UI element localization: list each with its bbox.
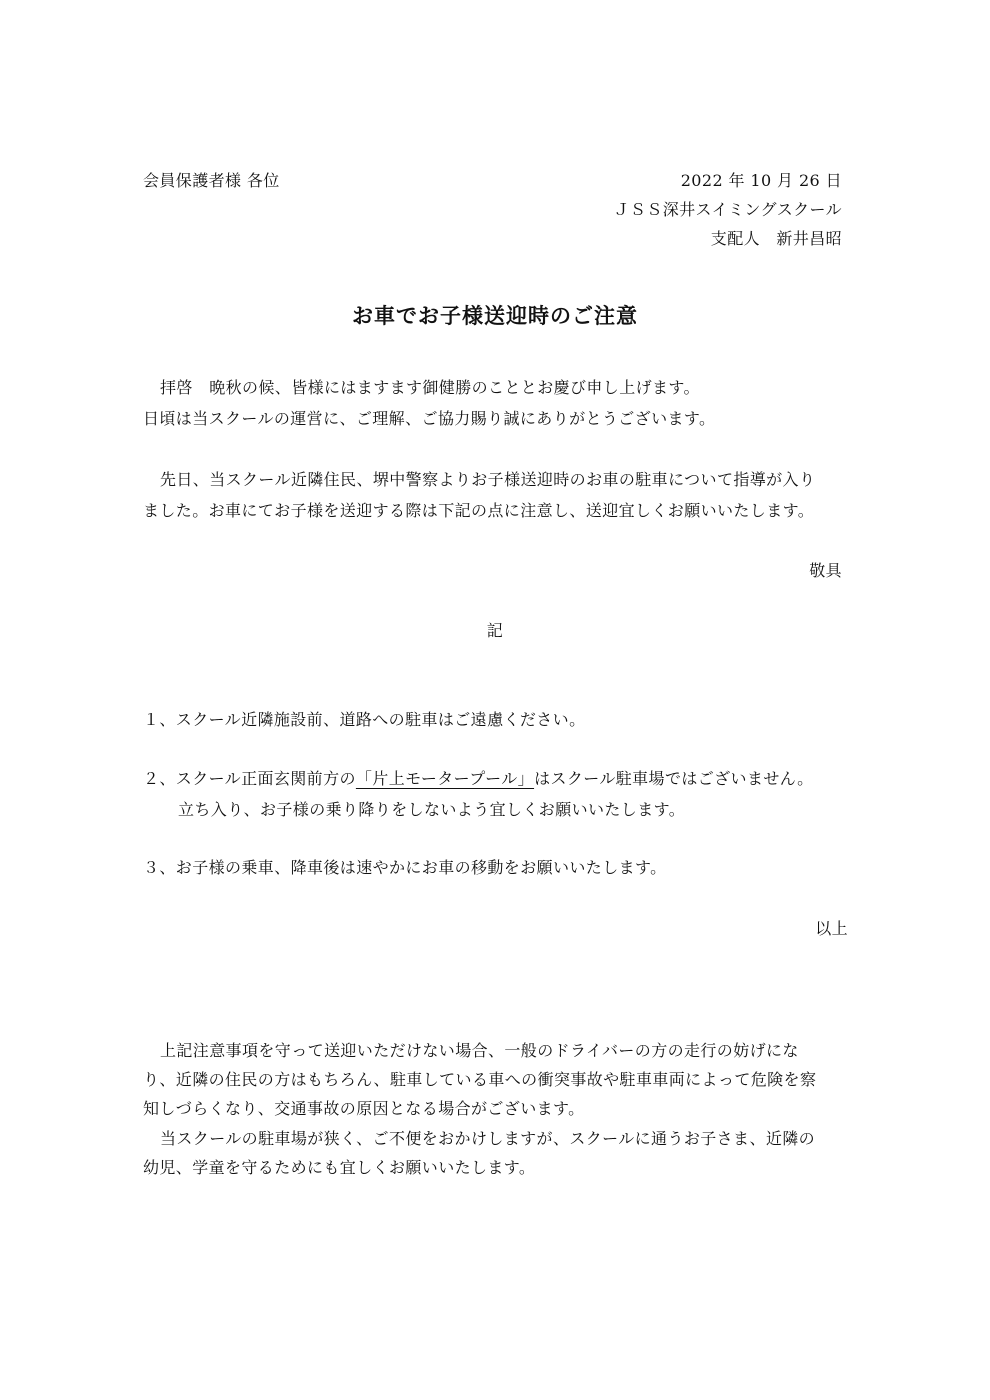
item-3: ３、お子様の乗車、降車後は速やかにお車の移動をお願いいたします。	[143, 858, 667, 877]
item-2-continuation: 立ち入り、お子様の乗り降りをしないよう宜しくお願いいたします。	[178, 800, 686, 819]
ki-heading: 記	[486, 621, 504, 640]
document-title: お車でお子様送迎時のご注意	[352, 303, 638, 328]
sender-person: 支配人 新井昌昭	[710, 229, 842, 248]
body-line-1: 先日、当スクール近隣住民、堺中警察よりお子様送迎時のお車の駐車について指導が入り	[160, 470, 816, 489]
notice-line-5: 幼児、学童を守るためにも宜しくお願いいたします。	[143, 1158, 536, 1177]
item-2-prefix: ２、スクール正面玄関前方の	[143, 769, 356, 788]
item-2-underlined-place: 「片上モータープール」	[355, 769, 535, 788]
item-2-suffix: はスクール駐車場ではございません。	[534, 769, 814, 788]
notice-line-1: 上記注意事項を守って送迎いただけない場合、一般のドライバーの方の走行の妨げにな	[160, 1041, 799, 1060]
greeting-line-1: 拝啓 晩秋の候、皆様にはますます御健勝のこととお慶び申し上げます。	[160, 378, 700, 397]
recipient-line: 会員保護者様 各位	[143, 171, 280, 190]
item-2	[143, 768, 814, 790]
closing-keigu: 敬具	[809, 561, 842, 580]
greeting-line-2: 日頃は当スクールの運営に、ご理解、ご協力賜り誠にありがとうございます。	[143, 409, 716, 428]
sender-organization: ＪＳＳ深井スイミングスクール	[613, 200, 842, 219]
body-line-2: ました。お車にてお子様を送迎する際は下記の点に注意し、送迎宜しくお願いいたします。	[143, 501, 815, 520]
notice-line-4: 当スクールの駐車場が狭く、ご不便をおかけしますが、スクールに通うお子さま、近隣の	[160, 1129, 816, 1148]
date-line: 2022 年 10 月 26 日	[680, 171, 842, 190]
notice-line-2: り、近隣の住民の方はもちろん、駐車している車への衝突事故や駐車車両によって危険を察	[143, 1070, 817, 1089]
end-mark-ijou: 以上	[815, 919, 848, 938]
notice-line-3: 知しづらくなり、交通事故の原因となる場合がございます。	[143, 1099, 585, 1118]
item-1: １、スクール近隣施設前、道路への駐車はご遠慮ください。	[143, 710, 586, 729]
